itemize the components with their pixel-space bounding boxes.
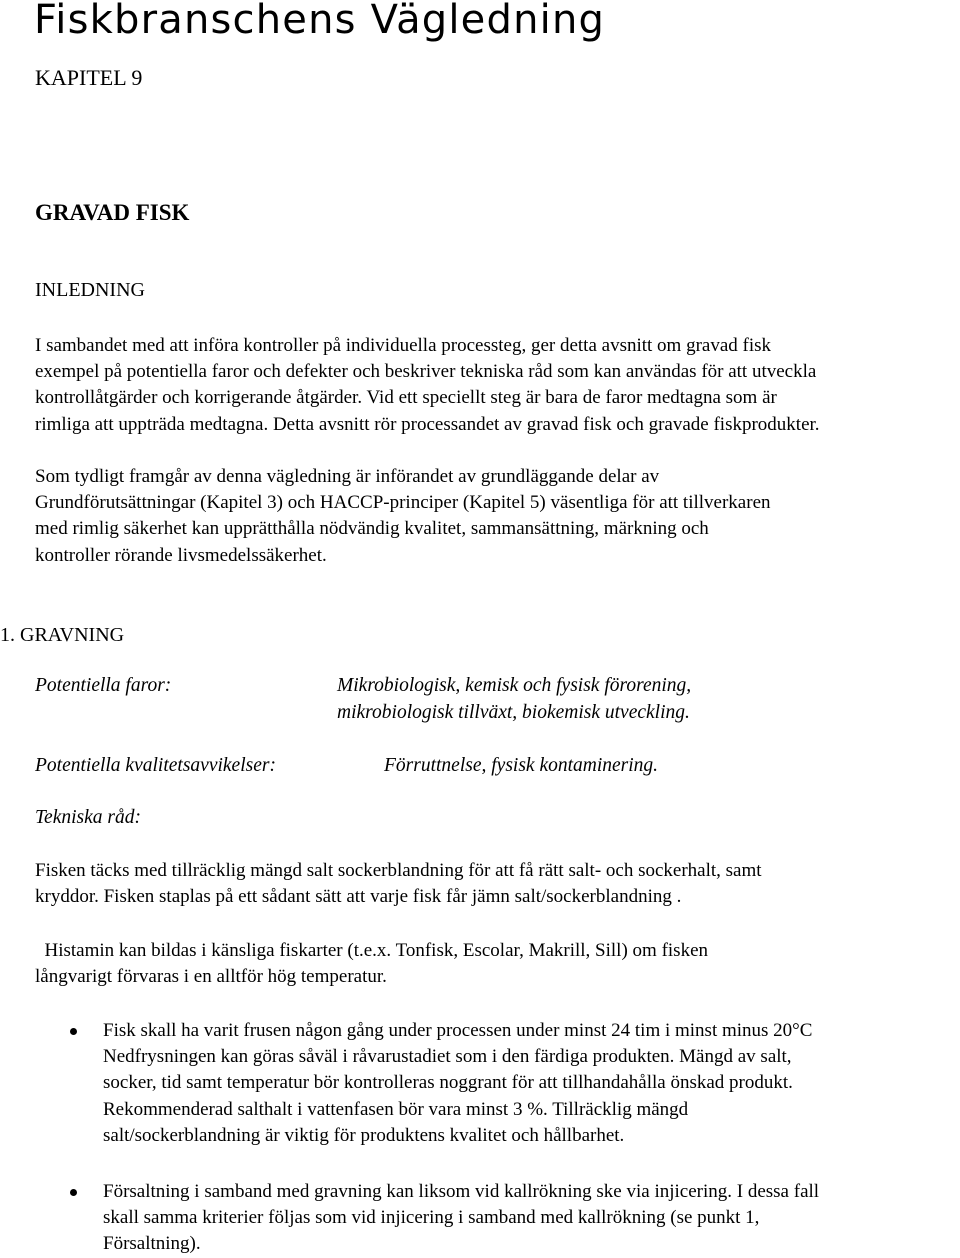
bullet-line: Försaltning i samband med gravning kan liksom vid kallrökning ske via injicering. I dessa fall — [103, 1181, 820, 1202]
hazards-value-line: Mikrobiologisk, kemisk och fysisk förorening, — [337, 675, 692, 696]
bullet-text — [103, 1018, 812, 1149]
bullet-line: Rekommenderad salthalt i vattenfasen bör vara minst 3 %. Tillräcklig mängd — [103, 1098, 689, 1120]
hazards-label: Potentiella faror: — [35, 675, 172, 696]
paragraph-line: Som tydligt framgår av denna vägledning är införandet av grundläggande delar av — [35, 466, 660, 487]
paragraph-line: kontroller rörande livsmedelssäkerhet. — [35, 544, 327, 566]
bullet-icon — [70, 1028, 77, 1035]
bullet-line: Nedfrysningen kan göras såväl i råvarustadiet som i den färdiga produkten. Mängd av salt, — [103, 1046, 792, 1068]
paragraph-line: kontrollåtgärder och korrigerande åtgärder. Vid ett speciellt steg är bara de faror medtagna som är — [35, 387, 777, 409]
quality-value: Förruttnelse, fysisk kontaminering. — [384, 755, 659, 776]
bullet-icon — [70, 1189, 77, 1196]
bullet-line: salt/sockerblandning är viktig för produktens kvalitet och hållbarhet. — [103, 1124, 625, 1146]
chapter-label: KAPITEL 9 — [35, 65, 143, 90]
intro-heading: INLEDNING — [35, 279, 145, 301]
paragraph-line: Grundförutsättningar (Kapitel 3) och HACCP-principer (Kapitel 5) väsentliga för att tillverkaren — [35, 492, 771, 514]
document-title: Fiskbranschens Vägledning — [34, 0, 606, 43]
paragraph-line: rimliga att uppträda medtagna. Detta avsnitt rör processandet av gravad fisk och gravade fiskprodukter. — [35, 413, 820, 435]
intro-paragraph-2 — [35, 464, 960, 569]
hazards-value — [337, 672, 691, 726]
step-heading: 1. GRAVNING — [0, 624, 125, 646]
section-title: GRAVAD FISK — [35, 200, 190, 225]
advice-label: Tekniska råd: — [35, 807, 141, 828]
hazards-value-line: mikrobiologisk tillväxt, biokemisk utveckling. — [337, 702, 690, 723]
paragraph-line: Histamin kan bildas i känsliga fiskarter (t.e.x. Tonfisk, Escolar, Makrill, Sill) om fisken — [35, 940, 708, 961]
paragraph-line: långvarigt förvaras i en alltför hög temperatur. — [35, 966, 387, 988]
paragraph-line: I sambandet med att införa kontroller på individuella processteg, ger detta avsnitt om gravad fisk — [35, 335, 772, 356]
bullet-line: Försaltning). — [103, 1233, 201, 1255]
quality-label: Potentiella kvalitetsavvikelser: — [35, 755, 276, 776]
bullet-line: socker, tid samt temperatur bör kontrolleras noggrant för att tillhandahålla önskad produkt. — [103, 1072, 793, 1094]
bullet-line: skall samma kriterier följas som vid injicering i samband med kallrökning (se punkt 1, — [103, 1207, 760, 1229]
advice-paragraph-1 — [35, 858, 960, 910]
paragraph-line: exempel på potentiella faror och defekter och beskriver tekniska råd som kan användas för att utveckla — [35, 361, 817, 383]
paragraph-line: Fisken täcks med tillräcklig mängd salt sockerblandning för att få rätt salt- och sockerhalt, samt — [35, 860, 762, 881]
bullet-line: Fisk skall ha varit frusen någon gång under processen under minst 24 tim i minst minus 20°C — [103, 1020, 813, 1041]
intro-paragraph-1 — [35, 333, 960, 438]
advice-paragraph-2 — [35, 938, 960, 990]
paragraph-line: kryddor. Fisken staplas på ett sådant sätt att varje fisk får jämn salt/sockerblandning . — [35, 886, 682, 908]
bullet-text — [103, 1179, 819, 1258]
paragraph-line: med rimlig säkerhet kan upprätthålla nödvändig kvalitet, sammansättning, märkning och — [35, 518, 709, 540]
